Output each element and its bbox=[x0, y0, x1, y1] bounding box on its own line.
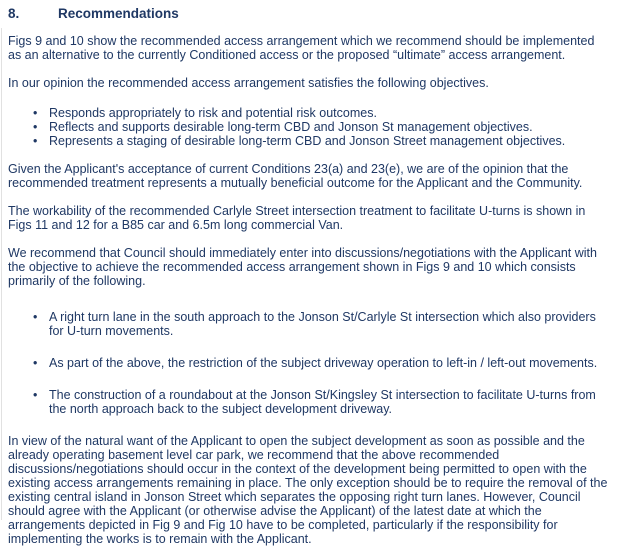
bullet-icon: • bbox=[33, 388, 38, 402]
list-item-text: Reflects and supports desirable long-term CBD and Jonson St management objectives. bbox=[49, 120, 533, 134]
paragraph-figs-9-10: Figs 9 and 10 show the recommended access arrangement which we recommend should be implemented as an alternative to the currently Conditioned access or the proposed “ultimate” access arrangement. bbox=[8, 34, 595, 62]
list-item bbox=[33, 310, 608, 338]
list-item-text: As part of the above, the restriction of the subject driveway operation to left-in / left-out movements. bbox=[49, 356, 598, 370]
paragraph-opinion: In our opinion the recommended access arrangement satisfies the following objectives. bbox=[8, 76, 489, 90]
recommendation-list bbox=[8, 310, 608, 416]
section-heading bbox=[8, 6, 608, 21]
bullet-icon: • bbox=[33, 356, 38, 370]
list-item bbox=[33, 356, 608, 370]
list-item bbox=[33, 120, 608, 134]
list-item bbox=[33, 388, 608, 416]
section-title: Recommendations bbox=[58, 6, 179, 21]
bullet-icon: • bbox=[33, 106, 38, 120]
list-item-text: Represents a staging of desirable long-term CBD and Jonson Street management objectives. bbox=[49, 134, 566, 148]
scan-artifact-line bbox=[1, 28, 2, 520]
objectives-list bbox=[8, 106, 608, 148]
list-item bbox=[33, 106, 608, 120]
paragraph-recommend-council: We recommend that Council should immediately enter into discussions/negotiations with the Applicant with the objective to achieve the recommended access arrangement shown in Figs 9 and 10 which consists primarily of the following. bbox=[8, 246, 597, 288]
section-number: 8. bbox=[8, 6, 20, 21]
bullet-icon: • bbox=[33, 120, 38, 134]
paragraph-conditions: Given the Applicant's acceptance of current Conditions 23(a) and 23(e), we are of the opinion that the recommended treatment represents a mutually beneficial outcome for the Applicant and the Community. bbox=[8, 162, 583, 190]
list-item-text: A right turn lane in the south approach to the Jonson St/Carlyle St intersection which also providers for U-turn movements. bbox=[49, 310, 596, 338]
list-item-text: The construction of a roundabout at the Jonson St/Kingsley St intersection to facilitate U-turns from the north approach back to the subject development driveway. bbox=[49, 388, 596, 416]
bullet-icon: • bbox=[33, 310, 38, 324]
list-item-text: Responds appropriately to risk and potential risk outcomes. bbox=[49, 106, 377, 120]
list-item bbox=[33, 134, 608, 148]
paragraph-workability: The workability of the recommended Carlyle Street intersection treatment to facilitate U-turns is shown in Figs 11 and 12 for a B85 car and 6.5m long commercial Van. bbox=[8, 204, 586, 232]
bullet-icon: • bbox=[33, 134, 38, 148]
paragraph-conclusion: In view of the natural want of the Applicant to open the subject development as soon as possible and the already operating basement level car park, we recommend that the above recommended discussions/negotiations should occur in the context of the development being permitted to open with the existing access arrangements remaining in place. The only exception should be to require the removal of the existing central island in Jonson Street which separates the opposing right turn lanes. However, Council should agree with the Applicant (or otherwise advise the Applicant) of the latest date at which the arrangements depicted in Fig 9 and Fig 10 have to be completed, particularly if the responsibility for implementing the works is to remain with the Applicant. bbox=[8, 434, 608, 546]
